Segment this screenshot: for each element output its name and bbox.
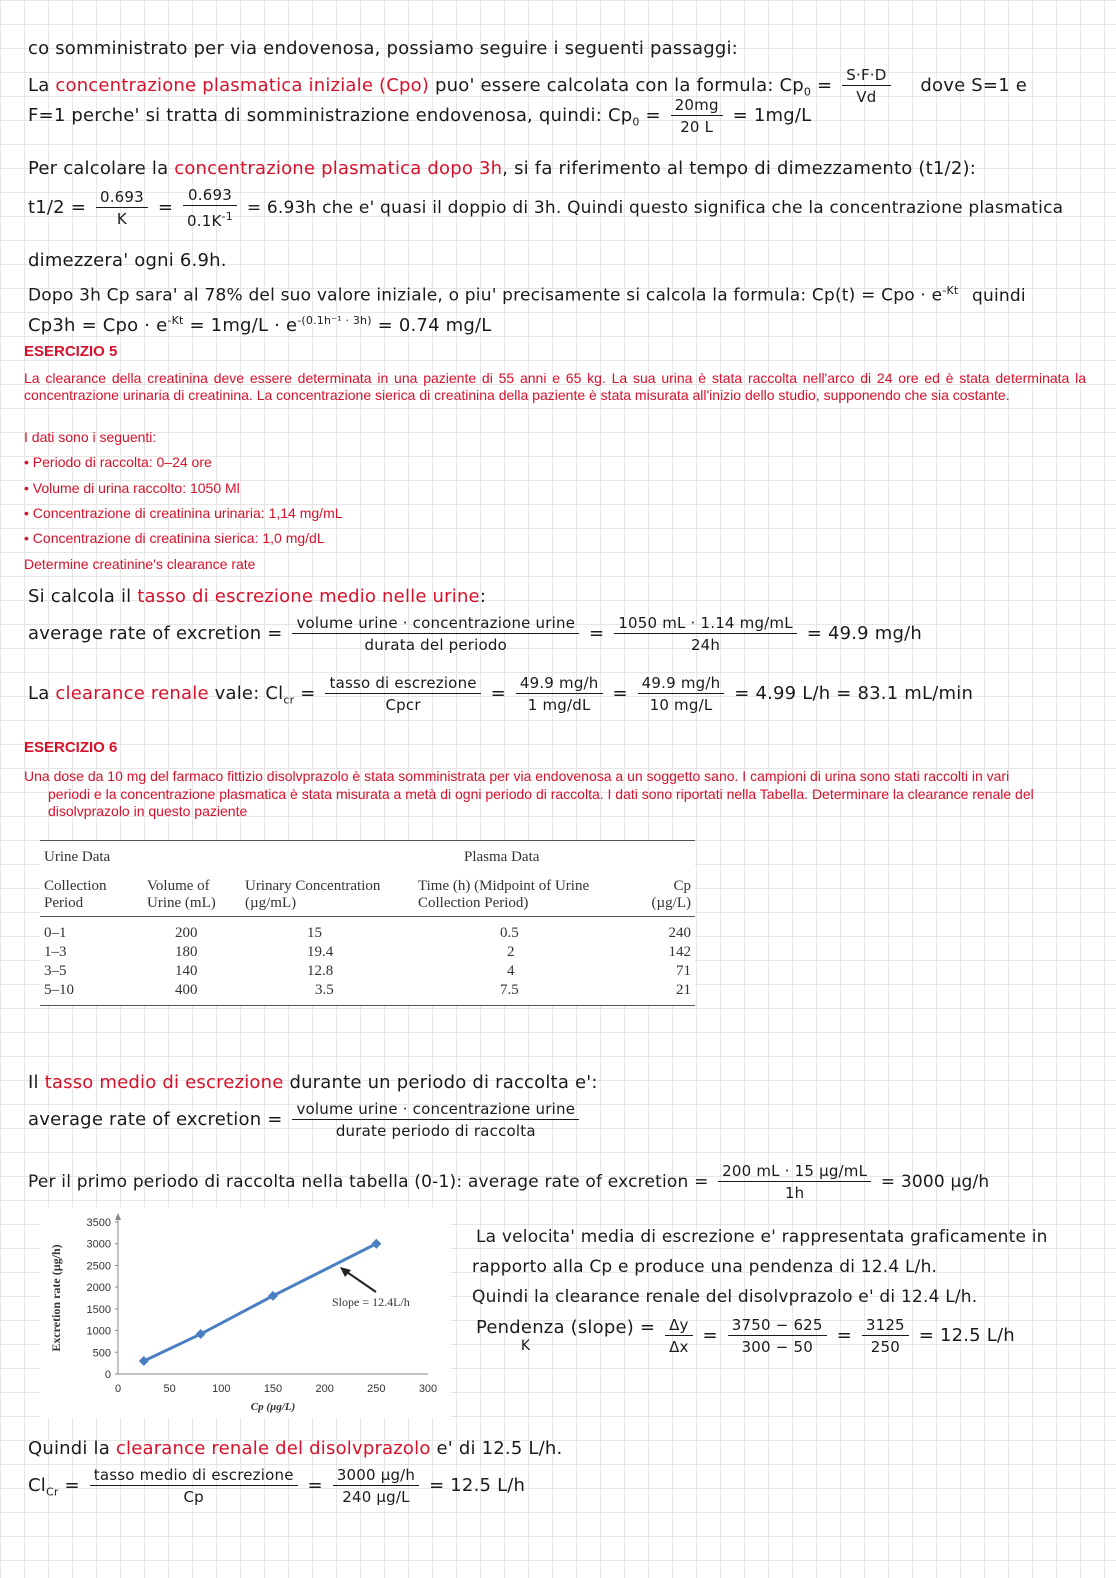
- data-point: [139, 1356, 149, 1366]
- annotation-arrowhead: [340, 1267, 351, 1277]
- result: = 6.93h che e' quasi il doppio di 3h. Quindi questo significa che la concentrazione plasmatica: [246, 198, 1064, 218]
- numerator: 200 mL · 15 µg/mL: [718, 1162, 871, 1182]
- x-tick-label: 50: [163, 1383, 176, 1395]
- denominator: Vd: [856, 88, 877, 106]
- table-cell: 140: [175, 963, 198, 979]
- table-cell: 240: [668, 925, 691, 941]
- text: K: [520, 1338, 531, 1354]
- intro-line-1: co somministrato per via endovenosa, possiamo seguire i seguenti passaggi:: [28, 38, 738, 59]
- exercise-6-paragraph-rest: periodi e la concentrazione plasmatica è stata misurata a metà di ogni periodo di raccolta. I dati sono riportati nella Tabella. Determinare la clearance renale del disolvprazolo in questo paziente: [48, 786, 1034, 819]
- numerator: tasso di escrezione: [325, 674, 480, 694]
- equals: =: [817, 75, 833, 96]
- table-cell: 400: [143, 981, 241, 1006]
- numerator: 20mg: [671, 96, 723, 116]
- subscript: 0: [632, 115, 640, 129]
- numerator: volume urine · concentrazione urine: [292, 614, 579, 634]
- subscript: cr: [283, 693, 295, 707]
- denominator: 24h: [690, 636, 721, 654]
- text: puo' essere calcolata con la formula: Cp: [435, 75, 804, 96]
- exercise-5-data-intro: I dati sono i seguenti:: [24, 429, 157, 445]
- x-tick-label: 300: [418, 1383, 438, 1395]
- equals: =: [157, 197, 174, 218]
- text: La: [28, 75, 50, 96]
- numerator: 0.693: [183, 186, 237, 206]
- x-tick-label: 250: [367, 1383, 386, 1395]
- x-axis-label: Cp (µg/L): [250, 1401, 296, 1413]
- x-tick-label: 150: [263, 1383, 283, 1395]
- result: = 49.9 mg/h: [806, 623, 922, 644]
- equals: =: [64, 1475, 80, 1496]
- denominator: 250: [870, 1338, 900, 1356]
- side-note-2: rapporto alla Cp e produce una pendenza di 12.4 L/h.: [472, 1257, 938, 1277]
- table-header: Volume of Urine (mL): [143, 872, 241, 917]
- text: Quindi la: [28, 1438, 110, 1459]
- numerator: 49.9 mg/h: [638, 674, 725, 694]
- exercise-5-bullet: • Periodo di raccolta: 0–24 ore: [24, 454, 212, 470]
- x-tick-label: 100: [212, 1383, 231, 1395]
- text: :: [479, 586, 487, 607]
- exercise-6-title: ESERCIZIO 6: [24, 739, 118, 756]
- exercise-6-final: [28, 1438, 562, 1460]
- table-cell: 0–1: [44, 925, 67, 941]
- denominator: Δx: [669, 1338, 689, 1356]
- formula-fraction: [665, 1316, 693, 1356]
- slope-formula: [476, 1316, 1015, 1356]
- denominator: 1h: [784, 1184, 805, 1202]
- table-row: [40, 981, 695, 1006]
- table-cell: 7.5: [414, 981, 627, 1006]
- table-header: Urinary Concentration (µg/mL): [241, 872, 414, 917]
- equals: =: [490, 683, 506, 704]
- denominator: 20 L: [680, 118, 714, 136]
- chart-svg: [40, 1208, 450, 1418]
- result: = 3000 µg/h: [880, 1172, 990, 1192]
- table-row: [40, 917, 695, 944]
- halflife-line-4: [28, 280, 1026, 307]
- exercise-5-bullet: • Concentrazione di creatinina sierica: 1,0 mg/dL: [24, 530, 325, 546]
- formula-fraction: [333, 1466, 419, 1506]
- exercise-6-average-rate: [28, 1100, 583, 1140]
- text: durante un periodo di raccolta e':: [289, 1072, 598, 1093]
- y-tick-label: 0: [104, 1369, 111, 1381]
- denominator: durata del periodo: [364, 636, 508, 654]
- text: , si fa riferimento al tempo di dimezzamento (t1/2):: [502, 158, 976, 179]
- exercise-6-clearance: [28, 1466, 525, 1506]
- exercise-5-clearance: [28, 674, 973, 714]
- table-cell: 142: [668, 944, 691, 960]
- table-cell: 12.8: [307, 963, 334, 979]
- subscript: Cr: [45, 1485, 59, 1499]
- slope-annotation: Slope = 12.4L/h: [332, 1295, 410, 1309]
- side-note-1: La velocita' media di escrezione e' rappresentata graficamente in: [476, 1227, 1048, 1247]
- table-cell: 0.5: [500, 925, 519, 941]
- exercise-6-paragraph-first: Una dose da 10 mg del farmaco fittizio disolvprazolo è stata somministrata per via endovenosa a un soggetto sano. I campioni di urina sono stati raccolti in vari: [24, 768, 1010, 784]
- text: 0.1K: [187, 212, 222, 230]
- highlight-term: tasso di escrezione medio nelle urine: [137, 586, 480, 607]
- equals: =: [836, 1325, 852, 1346]
- exercise-5-bullet: • Concentrazione di creatinina urinaria: 1,14 mg/mL: [24, 505, 343, 521]
- denominator: 300 − 50: [741, 1338, 813, 1356]
- denominator: Cp: [183, 1488, 204, 1506]
- result: = 12.5 L/h: [429, 1475, 526, 1496]
- table-cell: 1–3: [44, 944, 67, 960]
- table-header: Collection Period: [40, 872, 143, 917]
- text: F=1 perche' si tratta di somministrazione endovenosa, quindi: Cp: [28, 105, 633, 126]
- formula-fraction: [638, 674, 725, 714]
- formula-fraction: [614, 614, 797, 654]
- y-axis-label: Excretion rate (µg/h): [49, 1244, 63, 1352]
- table-cell: 19.4: [307, 944, 334, 960]
- numerator: 0.693: [96, 188, 148, 208]
- text: t1/2 =: [28, 197, 87, 218]
- table-group-urine: Urine Data: [40, 841, 414, 873]
- numerator: Δy: [665, 1316, 693, 1336]
- superscript: -Kt: [167, 314, 184, 327]
- y-tick-label: 3000: [86, 1238, 111, 1251]
- formula-fraction: [671, 96, 723, 136]
- table-cell: 4: [507, 963, 515, 979]
- superscript: -1: [221, 210, 233, 223]
- y-tick-label: 2500: [86, 1260, 111, 1273]
- exercise-5-title: ESERCIZIO 5: [24, 343, 118, 360]
- superscript: -(0.1h⁻¹ · 3h): [297, 314, 372, 327]
- y-axis-arrow: [115, 1213, 121, 1220]
- y-tick-label: 1000: [86, 1325, 111, 1338]
- halflife-line-3: dimezzera' ogni 6.9h.: [28, 250, 227, 271]
- side-note-3: Quindi la clearance renale del disolvprazolo e' di 12.4 L/h.: [472, 1287, 978, 1307]
- denominator: Cpcr: [385, 696, 421, 714]
- formula-fraction: [325, 674, 480, 714]
- urine-plasma-table: [40, 840, 695, 1006]
- formula-fraction: [516, 674, 603, 714]
- formula-fraction: [862, 1316, 909, 1356]
- formula-fraction: [718, 1162, 871, 1202]
- text: Cp3h = Cpo · e: [28, 315, 168, 336]
- denominator: 240 µg/L: [342, 1488, 410, 1506]
- denominator: 1 mg/dL: [527, 696, 591, 714]
- text: Si calcola il: [28, 586, 132, 607]
- numerator: tasso medio di escrezione: [90, 1466, 298, 1486]
- table-row: [40, 962, 695, 981]
- data-point: [371, 1239, 381, 1249]
- text: vale: Cl: [214, 683, 284, 704]
- text: Cl: [28, 1475, 46, 1496]
- table-cell: 3.5: [241, 981, 414, 1006]
- equals: =: [645, 105, 661, 126]
- table-cell: 5–10: [40, 981, 143, 1006]
- equals: =: [589, 623, 605, 644]
- exercise-5-bullet: • Volume di urina raccolto: 1050 Ml: [24, 480, 240, 496]
- table-cell: 71: [676, 963, 691, 979]
- table-header: Cp (µg/L): [627, 872, 695, 917]
- numerator: volume urine · concentrazione urine: [292, 1100, 579, 1120]
- formula-fraction: [842, 66, 890, 106]
- y-tick-label: 500: [92, 1347, 111, 1360]
- text: Per il primo periodo di raccolta nella tabella (0-1): average rate of excretion =: [28, 1172, 709, 1192]
- equals: =: [307, 1475, 323, 1496]
- result: = 0.74 mg/L: [377, 315, 492, 336]
- formula-fraction: [728, 1316, 827, 1356]
- highlight-term: concentrazione plasmatica iniziale (Cpo): [55, 75, 430, 96]
- y-tick-label: 3500: [86, 1217, 111, 1229]
- table-cell: 180: [175, 944, 198, 960]
- exercise-5-question: Determine creatinine's clearance rate: [24, 556, 256, 572]
- denominator: [183, 206, 237, 230]
- text: dove S=1 e: [920, 75, 1028, 96]
- numerator: 3125: [862, 1316, 909, 1336]
- subscript: 0: [803, 85, 812, 99]
- exercise-5-heading: [28, 586, 486, 608]
- text: average rate of excretion =: [28, 623, 283, 644]
- table-cell: 200: [175, 925, 198, 941]
- text: Il: [28, 1072, 39, 1093]
- text: average rate of excretion =: [28, 1109, 283, 1130]
- highlight-term: concentrazione plasmatica dopo 3h: [174, 158, 503, 179]
- formula-fraction: [96, 188, 148, 228]
- text: Dopo 3h Cp sara' al 78% del suo valore iniziale, o piu' precisamente si calcola la formula: Cp(t) = Cpo · e: [28, 285, 943, 306]
- highlight-term: clearance renale del disolvprazolo: [115, 1438, 431, 1459]
- result: = 1mg/L: [732, 105, 812, 126]
- exercise-6-first-period: [28, 1162, 989, 1202]
- numerator: 3000 µg/h: [333, 1466, 419, 1486]
- equals: =: [612, 683, 628, 704]
- table-cell: 3–5: [44, 963, 67, 979]
- y-tick-label: 2000: [86, 1282, 111, 1295]
- numerator: 3750 − 625: [728, 1316, 827, 1336]
- table-header: Time (h) (Midpoint of Urine Collection Period): [414, 872, 627, 917]
- halflife-formula: [28, 186, 1063, 230]
- slope-label: [476, 1318, 655, 1354]
- highlight-term: tasso medio di escrezione: [44, 1072, 284, 1093]
- exercise-6-heading: [28, 1072, 598, 1094]
- result: = 4.99 L/h = 83.1 mL/min: [734, 683, 974, 704]
- text: = 1mg/L · e: [189, 315, 298, 336]
- highlight-term: clearance renale: [55, 683, 209, 704]
- formula-fraction: [292, 1100, 579, 1140]
- denominator: K: [116, 210, 127, 228]
- halflife-line-5: [28, 310, 492, 337]
- text: Per calcolare la: [28, 158, 169, 179]
- table-cell: 15: [307, 925, 322, 941]
- numerator: S·F·D: [842, 66, 890, 86]
- table-group-plasma: Plasma Data: [414, 841, 695, 873]
- formula-fraction: [292, 614, 579, 654]
- text: Pendenza (slope) =: [476, 1317, 656, 1338]
- text: La: [28, 683, 50, 704]
- superscript: -Kt: [942, 284, 959, 297]
- equals: =: [702, 1325, 718, 1346]
- equals: =: [300, 683, 316, 704]
- annotation-arrow: [344, 1270, 376, 1292]
- denominator: durate periodo di raccolta: [335, 1122, 536, 1140]
- formula-fraction: [183, 186, 237, 230]
- text: quindi: [972, 285, 1026, 306]
- formula-fraction: [90, 1466, 298, 1506]
- table-cell: 21: [627, 981, 695, 1006]
- intro-line-3: [28, 96, 811, 136]
- numerator: 49.9 mg/h: [516, 674, 603, 694]
- exercise-5-paragraph: La clearance della creatinina deve essere determinata in una paziente di 55 anni e 65 kg. La sua urina è stata raccolta nell'arco di 24 ore ed è stata determinata la concentrazione urinaria di creatinina. La concentrazione sierica di creatinina della paziente è stata misurata all'inizio dello studio, supponendo che sia costante.: [24, 370, 1086, 403]
- numerator: 1050 mL · 1.14 mg/mL: [614, 614, 797, 634]
- result: = 12.5 L/h: [918, 1325, 1015, 1346]
- y-tick-label: 1500: [86, 1303, 111, 1316]
- table-row: [40, 943, 695, 962]
- table-cell: 2: [507, 944, 515, 960]
- x-tick-label: 200: [315, 1383, 334, 1395]
- exercise-5-average-rate: [28, 614, 922, 654]
- text: e' di 12.5 L/h.: [436, 1438, 563, 1459]
- excretion-rate-chart: [40, 1208, 450, 1418]
- denominator: 10 mg/L: [649, 696, 713, 714]
- halflife-line-1: [28, 158, 976, 180]
- x-tick-label: 0: [114, 1383, 122, 1395]
